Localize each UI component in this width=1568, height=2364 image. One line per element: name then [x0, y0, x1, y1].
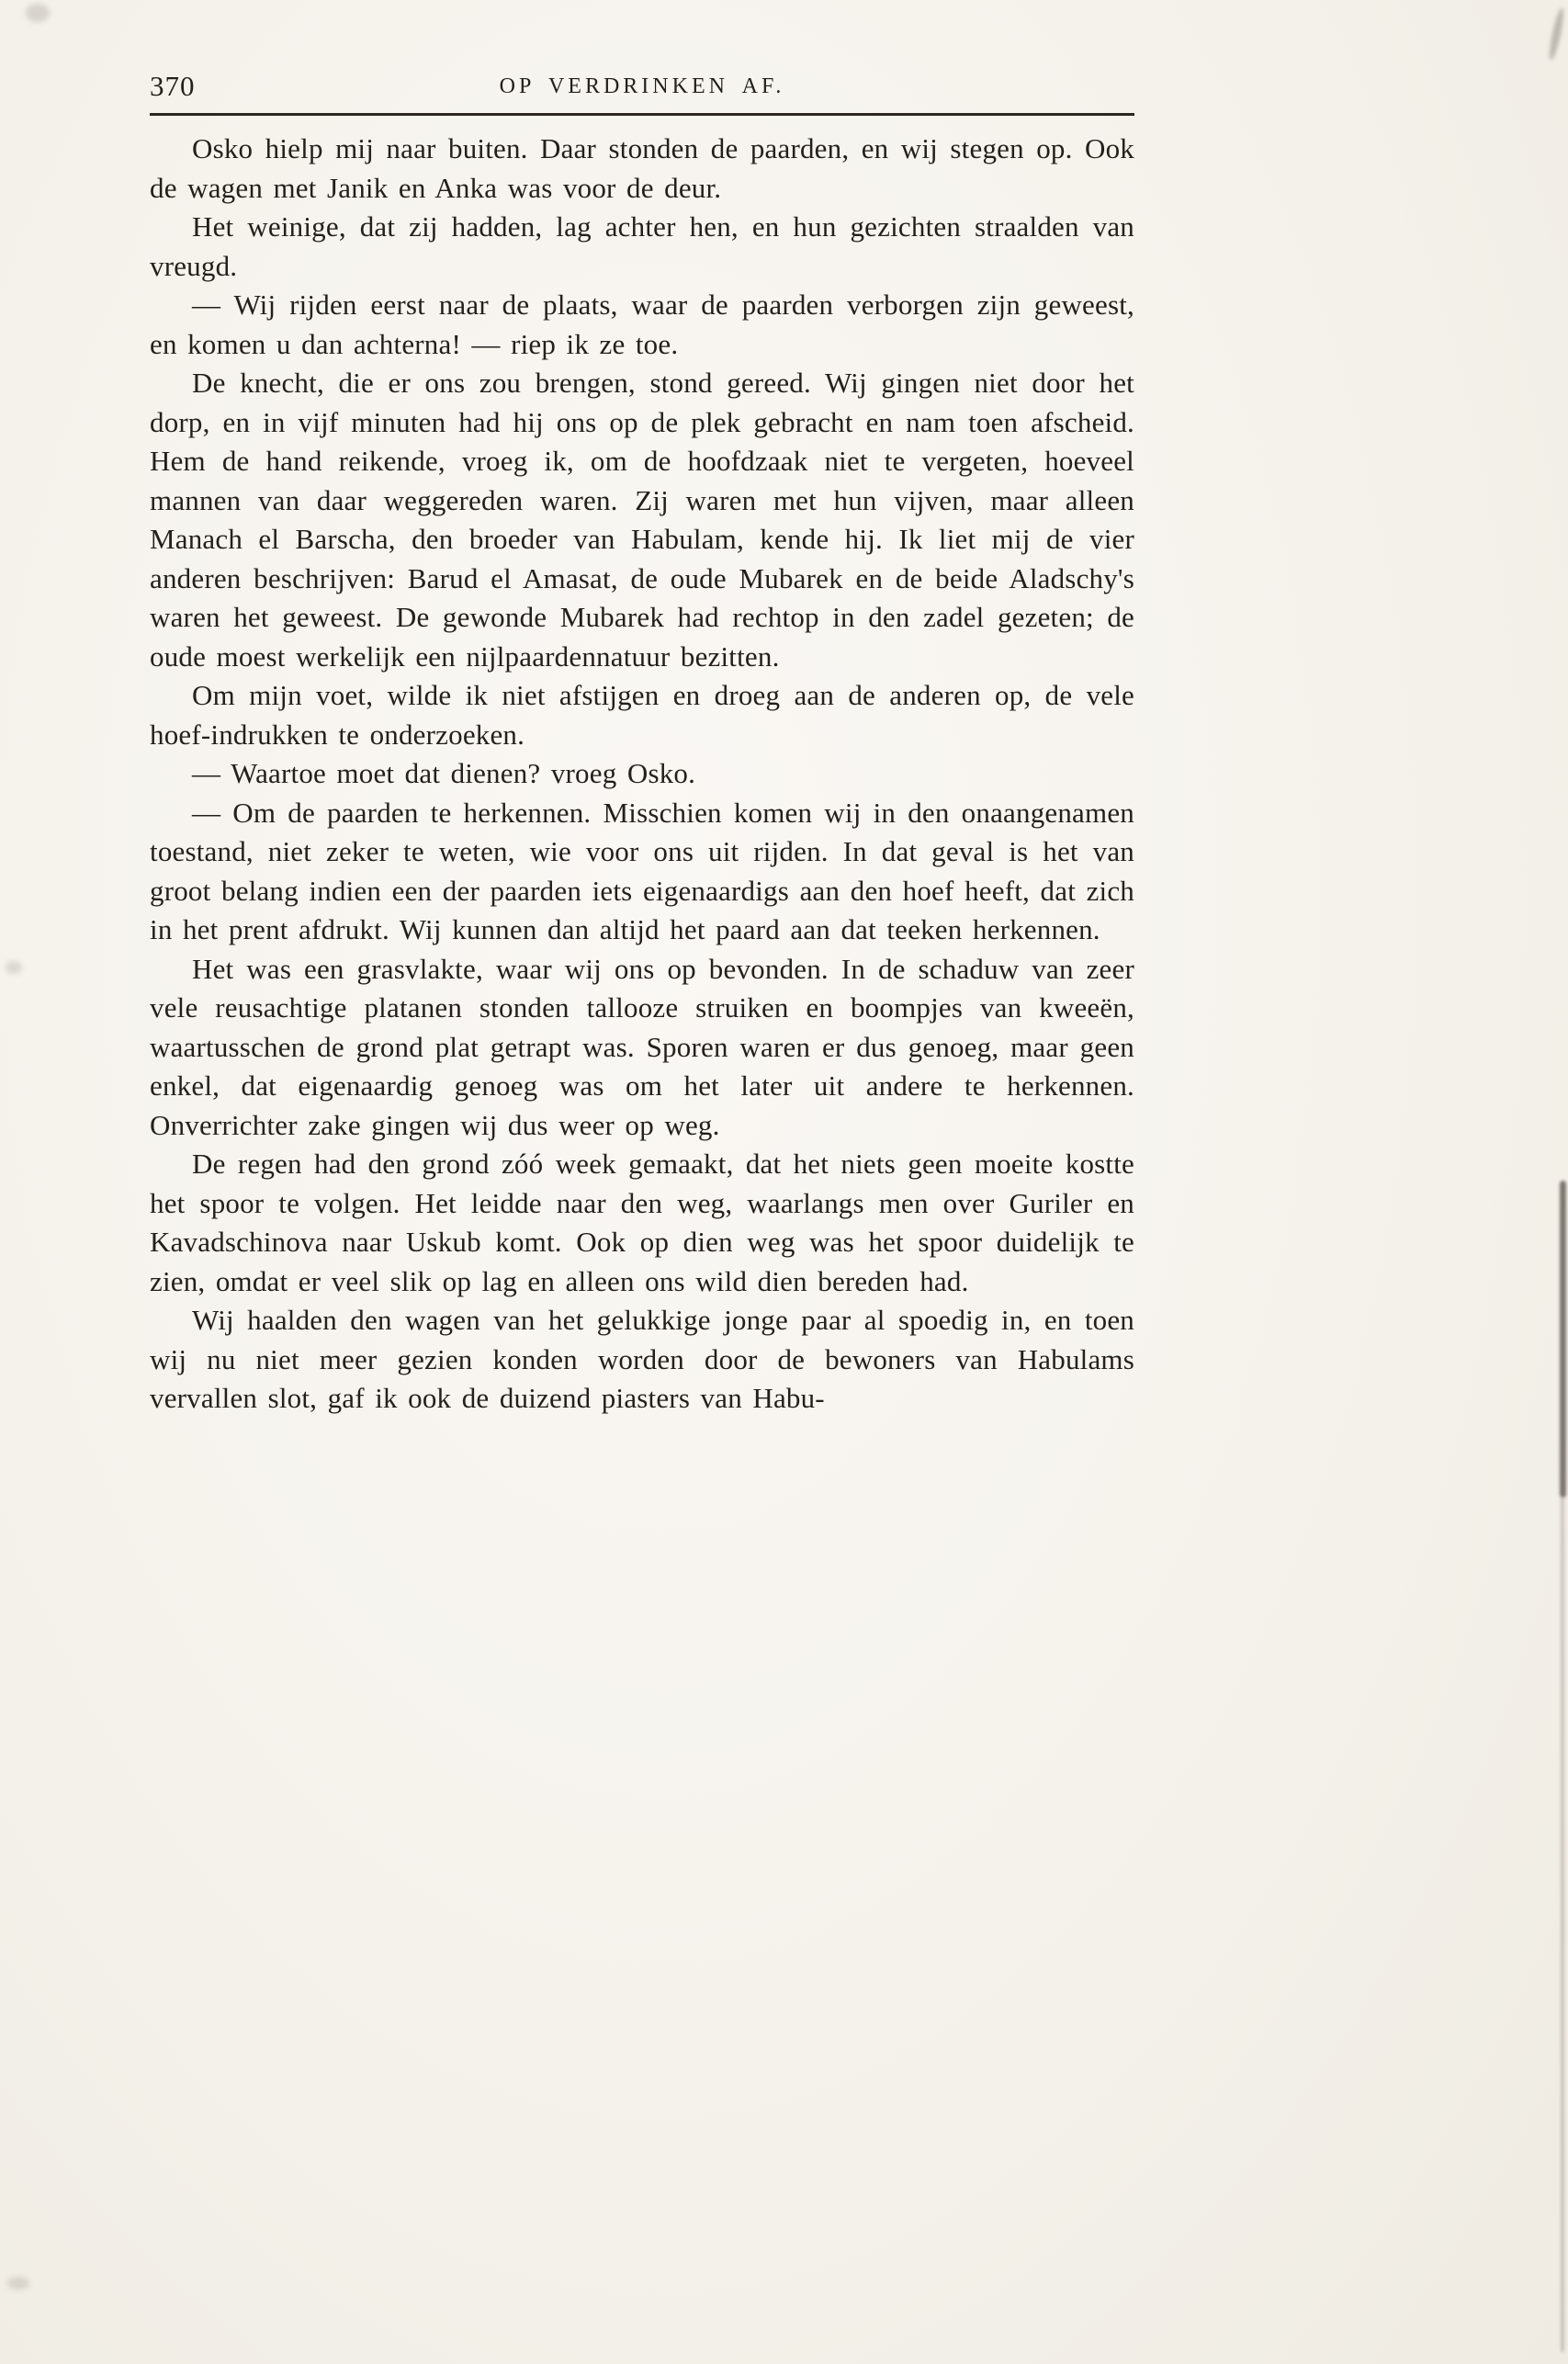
header-rule: [150, 113, 1134, 116]
paragraph: Het was een grasvlakte, waar wij ons op bevonden. In de schaduw van zeer vele reusachtige platanen stonden tallooze struiken en boompjes van kweeën, waartusschen de grond plat getrapt was. Sporen waren er dus genoeg, maar geen enkel, dat eigenaardig genoeg was om het later uit andere te herkennen. Onverrichter zake gingen wij dus weer op weg.: [150, 952, 1134, 1141]
scan-artifact-binding-shadow-faint: [1561, 1498, 1564, 2352]
paragraph: — Om de paarden te herkennen. Misschien komen wij in den onaangenamen toestand, niet zeker te weten, wie voor ons uit rijden. In dat geval is het van groot belang indien een der paarden iets eigenaardigs aan den hoef heeft, dat zich in het prent afdrukt. Wij kunnen dan altijd het paard aan dat teeken herkennen.: [150, 796, 1134, 945]
paragraph: — Waartoe moet dat dienen? vroeg Osko.: [192, 757, 696, 789]
scan-artifact-top-left: [26, 4, 50, 22]
page-body: [150, 130, 1134, 1419]
paragraph: Het weinige, dat zij hadden, lag achter hen, en hun gezichten straalden van vreugd.: [150, 210, 1134, 282]
paragraph: Om mijn voet, wilde ik niet afstijgen en droeg aan de anderen op, de vele hoef-indrukken te onderzoeken.: [150, 679, 1134, 751]
paragraph: De regen had den grond zóó week gemaakt, dat het niets geen moeite kostte het spoor te volgen. Het leidde naar den weg, waarlangs men over Guriler en Kavadschinova naar Uskub komt. Ook op dien weg was het spoor duidelijk te zien, omdat er veel slik op lag en alleen ons wild dien bereden had.: [150, 1148, 1134, 1297]
paragraph: Wij haalden den wagen van het gelukkige jonge paar al spoedig in, en toen wij nu niet meer gezien konden worden door de bewoners van Habulams vervallen slot, gaf ik ook de duizend piasters van Habu-: [150, 1304, 1134, 1414]
scan-artifact-binding-shadow: [1560, 1181, 1566, 1498]
scan-artifact-top-right: [1547, 7, 1566, 62]
page-number: 370: [150, 70, 196, 102]
scan-artifact-left-margin: [6, 961, 22, 974]
paragraph: De knecht, die er ons zou brengen, stond gereed. Wij gingen niet door het dorp, en in vijf minuten had hij ons op de plek gebracht en nam toen afscheid. Hem de hand reikende, vroeg ik, om de hoofdzaak niet te vergeten, hoeveel mannen van daar weggereden waren. Zij waren met hun vijven, maar alleen Manach el Barscha, den broeder van Habulam, kende hij. Ik liet mij de vier anderen beschrijven: Barud el Amasat, de oude Mubarek en de beide Aladschy's waren het geweest. De gewonde Mubarek had rechtop in den zadel gezeten; de oude moest werkelijk een nijlpaardennatuur bezitten.: [150, 367, 1134, 673]
scan-artifact-bottom-left: [7, 2277, 29, 2290]
running-title: OP VERDRINKEN AF.: [499, 74, 785, 98]
paragraph: Osko hielp mij naar buiten. Daar stonden de paarden, en wij stegen op. Ook de wagen met Janik en Anka was voor de deur.: [150, 132, 1134, 204]
scanned-book-page: [150, 70, 1134, 1419]
page-header: [150, 70, 1134, 103]
paragraph: — Wij rijden eerst naar de plaats, waar de paarden verborgen zijn geweest, en komen u dan achterna! — riep ik ze toe.: [150, 288, 1134, 360]
